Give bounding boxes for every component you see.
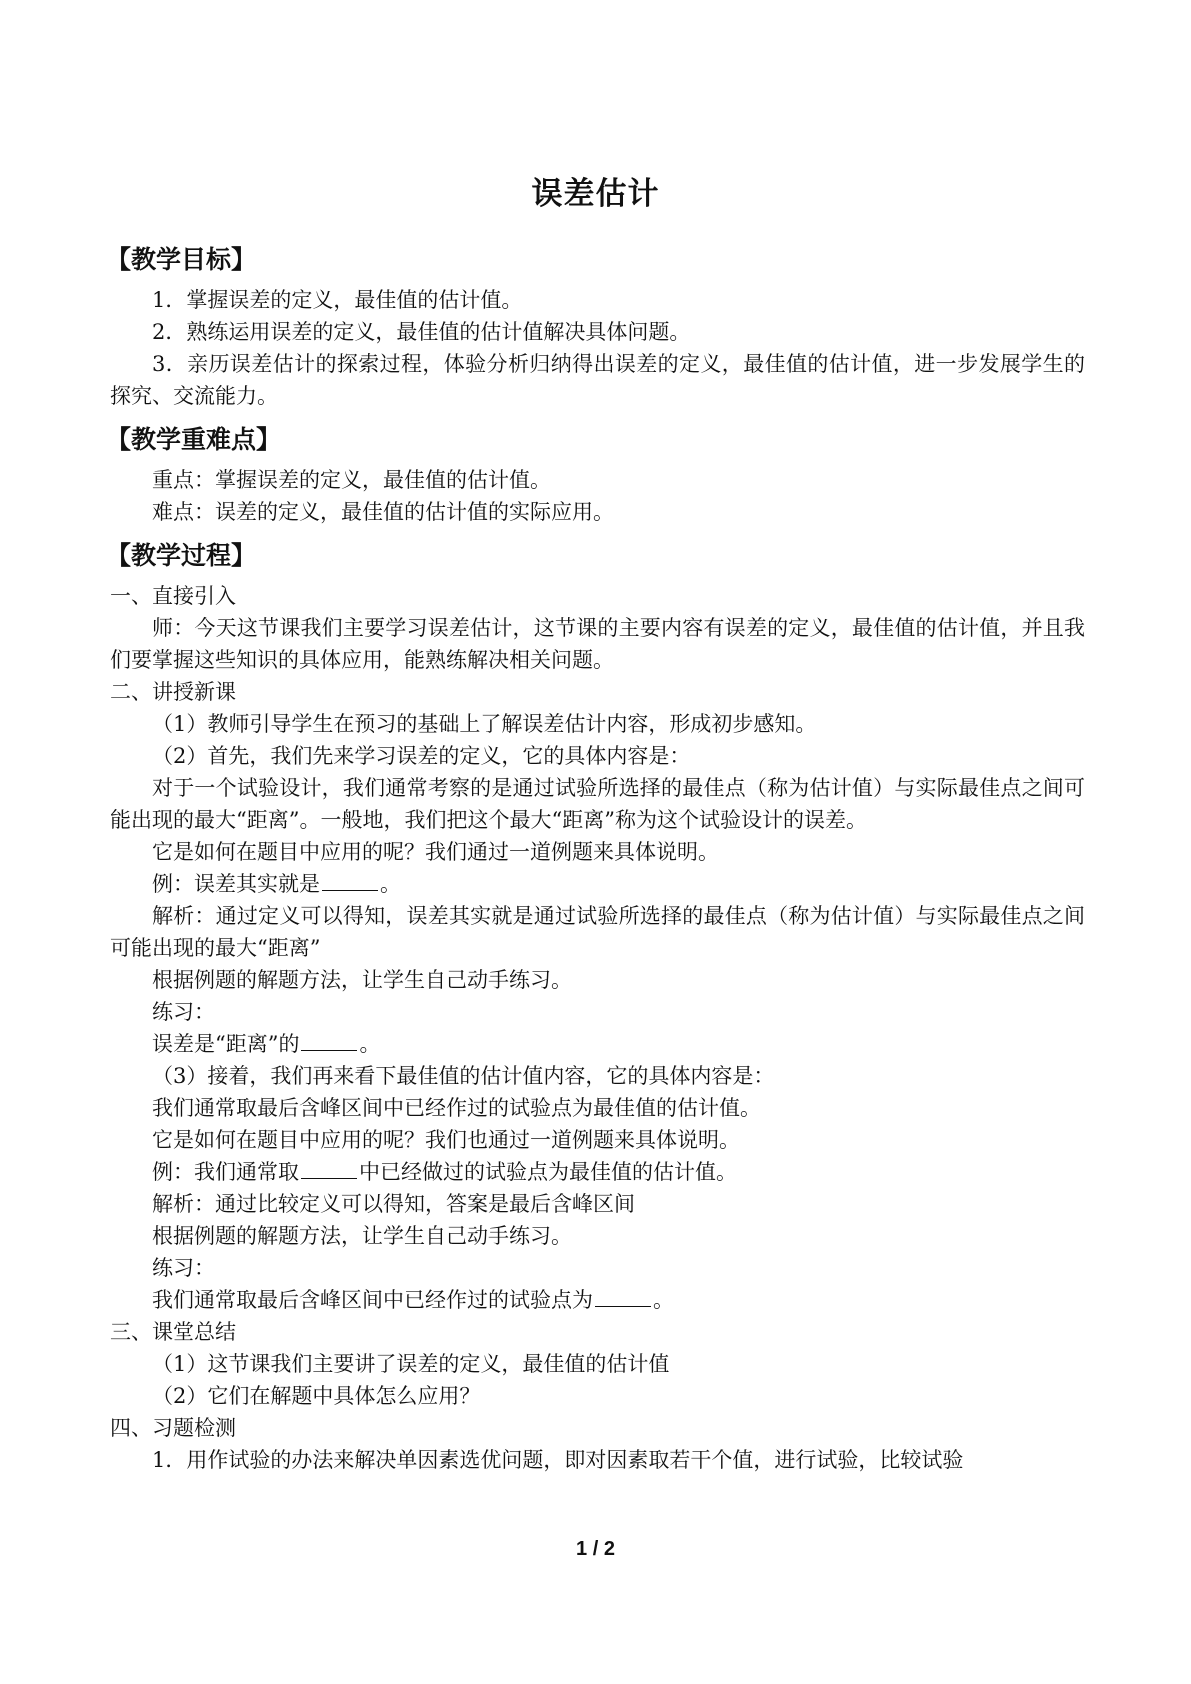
practice-2-end: 。 [653,1288,674,1312]
example-1-end: 。 [380,872,401,896]
practice-2 [110,1284,1085,1316]
example-intro-2: 它是如何在题目中应用的呢？我们也通过一道例题来具体说明。 [152,1128,740,1152]
fill-blank [595,1288,651,1307]
error-definition: 对于一个试验设计，我们通常考察的是通过试验所选择的最佳点（称为估计值）与实际最佳点之间可能出现的最大“距离”。一般地，我们把这个最大“距离”称为这个试验设计的误差。 [110,776,1085,832]
analysis-2: 解析：通过比较定义可以得知，答案是最后含峰区间 [152,1192,635,1216]
fill-blank [322,872,378,891]
part2-step3: （3）接着，我们再来看下最佳值的估计值内容，它的具体内容是： [152,1064,775,1088]
part3-title: 三、课堂总结 [110,1320,236,1344]
keypoint-focus: 重点：掌握误差的定义，最佳值的估计值。 [152,468,551,492]
example-2-end: 中已经做过的试验点为最佳值的估计值。 [359,1160,737,1184]
section-heading-process: 【教学过程】 [106,541,257,570]
summary-2: （2）它们在解题中具体怎么应用？ [152,1384,481,1408]
part2-step2: （2）首先，我们先来学习误差的定义，它的具体内容是： [152,744,691,768]
goal-item-2: 2．熟练运用误差的定义，最佳值的估计值解决具体问题。 [152,320,691,344]
keypoint-difficulty: 难点：误差的定义，最佳值的估计值的实际应用。 [152,500,614,524]
part2-step1: （1）教师引导学生在预习的基础上了解误差估计内容，形成初步感知。 [152,712,817,736]
example-1-text: 例：误差其实就是 [152,872,320,896]
practice-1-end: 。 [359,1032,381,1056]
section-heading-keypoints: 【教学重难点】 [106,425,282,454]
fill-blank [301,1160,357,1179]
page-number: 1 / 2 [576,1538,615,1560]
section-heading-goals: 【教学目标】 [106,245,257,274]
practice-1 [110,1028,1085,1060]
example-2-text: 例：我们通常取 [152,1160,299,1184]
best-value-definition: 我们通常取最后含峰区间中已经作过的试验点为最佳值的估计值。 [152,1096,761,1120]
example-intro-1: 它是如何在题目中应用的呢？我们通过一道例题来具体说明。 [152,840,719,864]
practice-2-text: 我们通常取最后含峰区间中已经作过的试验点为 [152,1288,593,1312]
practice-intro-2: 根据例题的解题方法，让学生自己动手练习。 [152,1224,572,1248]
goal-item-3: 3．亲历误差估计的探索过程，体验分析归纳得出误差的定义，最佳值的估计值，进一步发展学生的探究、交流能力。 [110,352,1085,408]
practice-1-text: 误差是“距离”的 [152,1032,300,1056]
analysis-1: 解析：通过定义可以得知，误差其实就是通过试验所选择的最佳点（称为估计值）与实际最佳点之间可能出现的最大“距离” [110,904,1085,960]
practice-label-1: 练习： [152,1000,215,1024]
part4-title: 四、习题检测 [110,1416,236,1440]
practice-label-2: 练习： [152,1256,215,1280]
goal-item-1: 1．掌握误差的定义，最佳值的估计值。 [152,288,523,312]
example-1 [110,868,1085,900]
part1-text: 师：今天这节课我们主要学习误差估计，这节课的主要内容有误差的定义，最佳值的估计值，并且我们要掌握这些知识的具体应用，能熟练解决相关问题。 [110,616,1085,672]
part2-title: 二、讲授新课 [110,680,236,704]
practice-intro-1: 根据例题的解题方法，让学生自己动手练习。 [152,968,572,992]
part1-title: 一、直接引入 [110,584,236,608]
document-body [106,232,1085,1476]
example-2 [110,1156,1085,1188]
summary-1: （1）这节课我们主要讲了误差的定义，最佳值的估计值 [152,1352,670,1376]
document-title: 误差估计 [531,176,660,212]
fill-blank [301,1032,357,1051]
exercise-1: 1．用作试验的办法来解决单因素选优问题，即对因素取若干个值，进行试验，比较试验 [152,1448,964,1472]
